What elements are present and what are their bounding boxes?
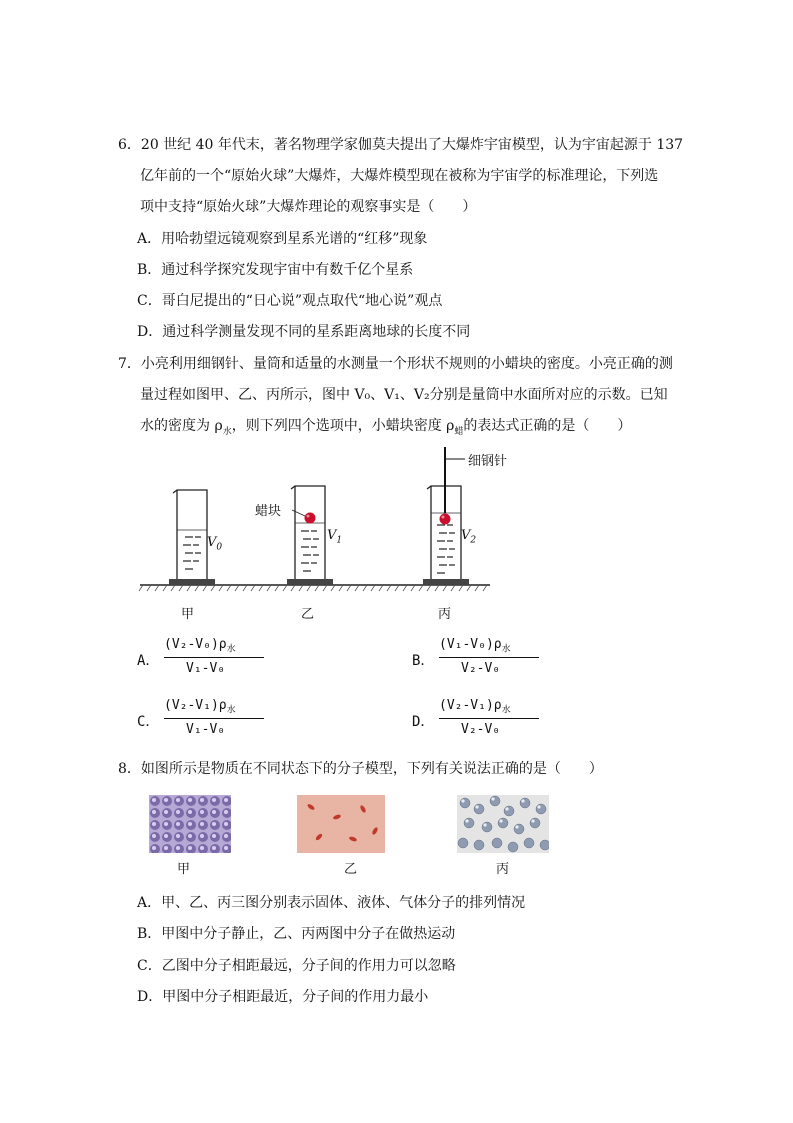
q6-option-c: C．哥白尼提出的“日心说”观点取代“地心说”观点: [137, 293, 443, 309]
v2-label: $V_2$: [461, 528, 477, 546]
q8-option-c: C．乙图中分子相距最远，分子间的作用力可以忽略: [137, 958, 456, 974]
q6-option-a: A．用哈勃望远镜观察到星系光谱的“红移”现象: [137, 231, 428, 247]
q7-option-d-fraction: [439, 698, 539, 744]
q7-option-a-fraction: [164, 637, 264, 683]
figure-caption-bing: 丙: [438, 607, 452, 622]
fraction-numerator: $(V_2-V_1)\rho_水$: [164, 698, 236, 716]
ground-line: [139, 585, 490, 591]
wax-block: [305, 513, 316, 524]
fraction-numerator: $(V_2-V_1)\rho_水$: [439, 698, 511, 716]
q7-stem-line-1: 7．小亮利用细钢针、量筒和适量的水测量一个形状不规则的小蜡块的密度。小亮正确的测: [118, 356, 673, 372]
q8-caption-yi: 乙: [344, 862, 358, 877]
wax-label: 蜡块: [255, 504, 282, 519]
q8-caption-bing: 丙: [496, 862, 510, 877]
q7-option-c-fraction: [164, 698, 264, 744]
figure-caption-jia: 甲: [181, 607, 195, 622]
fraction-denominator: V₂-V₀: [461, 722, 501, 737]
fraction-denominator: V₁-V₀: [186, 722, 226, 737]
q7-stem-line-2: 量过程如图甲、乙、丙所示，图中 V₀、V₁、V₂分别是量筒中水面所对应的示数。已知: [140, 387, 668, 403]
fraction-denominator: V₁-V₀: [186, 661, 226, 676]
q8-caption-jia: 甲: [177, 862, 191, 877]
figure-caption-yi: 乙: [301, 607, 315, 622]
fraction-numerator: $(V_2-V_0)\rho_水$: [164, 637, 236, 655]
fraction-bar: [164, 718, 264, 719]
wax-block-submerged: [440, 514, 451, 525]
fraction-bar: [439, 657, 539, 658]
q7-option-b-label: B．: [412, 653, 435, 669]
q8-option-b: B．甲图中分子静止，乙、丙两图中分子在做热运动: [137, 926, 456, 942]
cylinder-bing: [423, 447, 469, 585]
q8-option-d: D．甲图中分子相距最近，分子间的作用力最小: [137, 989, 429, 1005]
gas-molecule-model-image: [457, 795, 549, 853]
solid-molecule-model-image: [149, 795, 231, 853]
q7-stem-line-3: 水的密度为 $\rho_水$，则下列四个选项中，小蜡块密度 $\rho_蜡$的表达式正确的是（ ）: [140, 418, 632, 437]
fraction-bar: [439, 718, 539, 719]
liquid-molecule-model-image: [297, 795, 385, 853]
q7-option-b-fraction: [439, 637, 539, 683]
fraction-denominator: V₂-V₀: [461, 661, 501, 676]
q7-option-c-label: C．: [137, 714, 160, 730]
q6-option-b: B．通过科学探究发现宇宙中有数千亿个星系: [137, 262, 414, 278]
graduated-cylinder-figure: [135, 445, 495, 595]
needle: [445, 447, 465, 513]
v1-label: $V_1$: [327, 528, 343, 546]
fraction-numerator: $(V_1-V_0)\rho_水$: [439, 637, 511, 655]
q6-stem-line-1: 6．20 世纪 40 年代末，著名物理学家伽莫夫提出了大爆炸宇宙模型，认为宇宙起源于 137: [118, 137, 684, 153]
fraction-bar: [164, 657, 264, 658]
q6-stem-line-2: 亿年前的一个“原始火球”大爆炸，大爆炸模型现在被称为宇宙学的标准理论，下列选: [140, 168, 659, 184]
q6-stem-line-3: 项中支持“原始火球”大爆炸理论的观察事实是（ ）: [140, 199, 477, 215]
q7-option-a-label: A．: [137, 653, 160, 669]
v0-label: $V_0$: [207, 535, 223, 553]
q7-option-d-label: D．: [412, 714, 435, 730]
q6-option-d: D．通过科学测量发现不同的星系距离地球的长度不同: [137, 324, 471, 340]
needle-label: 细钢针: [468, 454, 508, 469]
q8-option-a: A．甲、乙、丙三图分别表示固体、液体、气体分子的排列情况: [137, 895, 526, 911]
q8-stem-line-1: 8．如图所示是物质在不同状态下的分子模型，下列有关说法正确的是（ ）: [118, 761, 603, 777]
